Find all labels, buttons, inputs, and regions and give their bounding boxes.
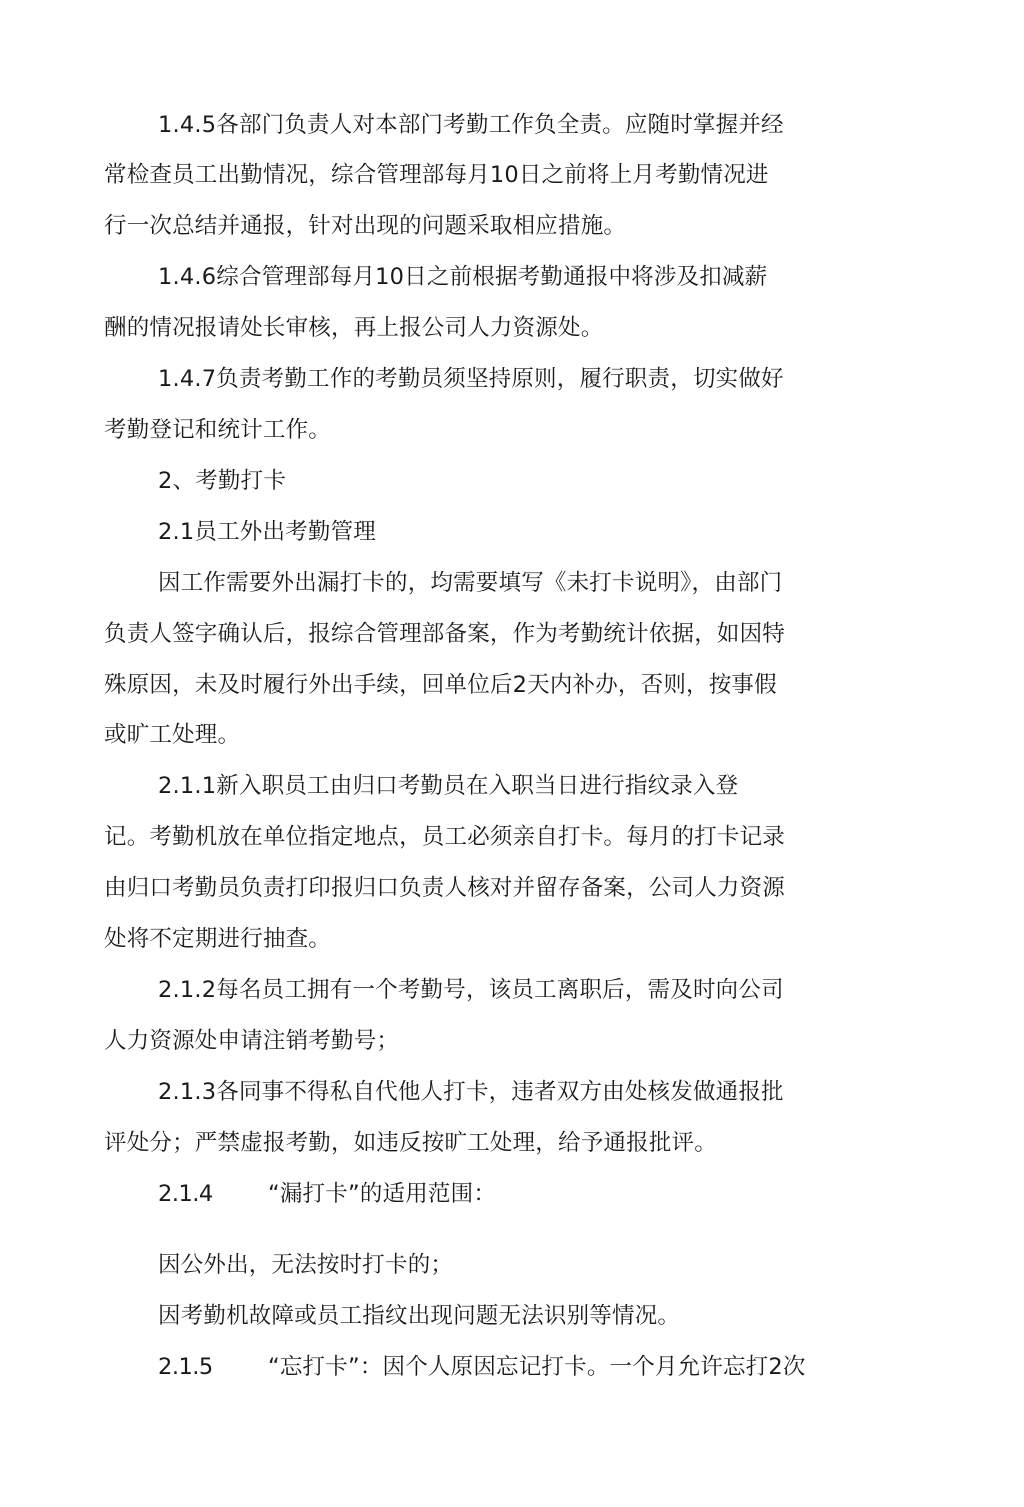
para-2-1-1-line-4: 处将不定期进行抽查。 xyxy=(104,926,332,952)
para-2-1-2-line-2: 人力资源处申请注销考勤号； xyxy=(104,1028,400,1054)
item-2-1-5-text: “忘打卡”：因个人原因忘记打卡。一个月允许忘打2次 xyxy=(268,1354,806,1380)
subsection-heading-2-1: 2.1员工外出考勤管理 xyxy=(158,519,376,545)
para-2-1-line-4: 或旷工处理。 xyxy=(104,722,241,748)
scope-item-1: 因公外出，无法按时打卡的； xyxy=(158,1252,454,1278)
para-1-4-5-line-2: 常检查员工出勤情况，综合管理部每月10日之前将上月考勤情况进 xyxy=(104,162,769,188)
para-1-4-7-line-1: 1.4.7负责考勤工作的考勤员须坚持原则，履行职责，切实做好 xyxy=(158,366,784,392)
scope-item-2: 因考勤机故障或员工指纹出现问题无法识别等情况。 xyxy=(158,1303,681,1329)
item-2-1-4-text: “漏打卡”的适用范围： xyxy=(268,1181,497,1207)
para-1-4-6-line-1: 1.4.6综合管理部每月10日之前根据考勤通报中将涉及扣减薪 xyxy=(158,264,768,290)
para-2-1-2-line-1: 2.1.2每名员工拥有一个考勤号，该员工离职后，需及时向公司 xyxy=(158,977,784,1003)
para-1-4-5-line-1: 1.4.5各部门负责人对本部门考勤工作负全责。应随时掌握并经 xyxy=(158,112,784,138)
para-2-1-1-line-2: 记。考勤机放在单位指定地点，员工必须亲自打卡。每月的打卡记录 xyxy=(104,824,786,850)
para-2-1-3-line-1: 2.1.3各同事不得私自代他人打卡，违者双方由处核发做通报批 xyxy=(158,1079,784,1105)
para-1-4-5-line-3: 行一次总结并通报，针对出现的问题采取相应措施。 xyxy=(104,213,627,239)
para-2-1-1-line-3: 由归口考勤员负责打印报归口负责人核对并留存备案，公司人力资源 xyxy=(104,875,786,901)
para-2-1-line-3: 殊原因，未及时履行外出手续，回单位后2天内补办，否则，按事假 xyxy=(104,672,777,698)
para-2-1-line-2: 负责人签字确认后，报综合管理部备案，作为考勤统计依据，如因特 xyxy=(104,621,786,647)
item-2-1-5-number: 2.1.5 xyxy=(158,1354,213,1380)
item-2-1-4-number: 2.1.4 xyxy=(158,1181,213,1207)
para-2-1-1-line-1: 2.1.1新入职员工由归口考勤员在入职当日进行指纹录入登 xyxy=(158,773,739,799)
para-2-1-3-line-2: 评处分；严禁虚报考勤，如违反按旷工处理，给予通报批评。 xyxy=(104,1130,717,1156)
para-1-4-7-line-2: 考勤登记和统计工作。 xyxy=(104,417,332,443)
para-2-1-line-1: 因工作需要外出漏打卡的，均需要填写《未打卡说明》，由部门 xyxy=(158,570,783,596)
para-1-4-6-line-2: 酬的情况报请处长审核，再上报公司人力资源处。 xyxy=(104,315,604,341)
section-heading-2: 2、考勤打卡 xyxy=(158,468,287,494)
